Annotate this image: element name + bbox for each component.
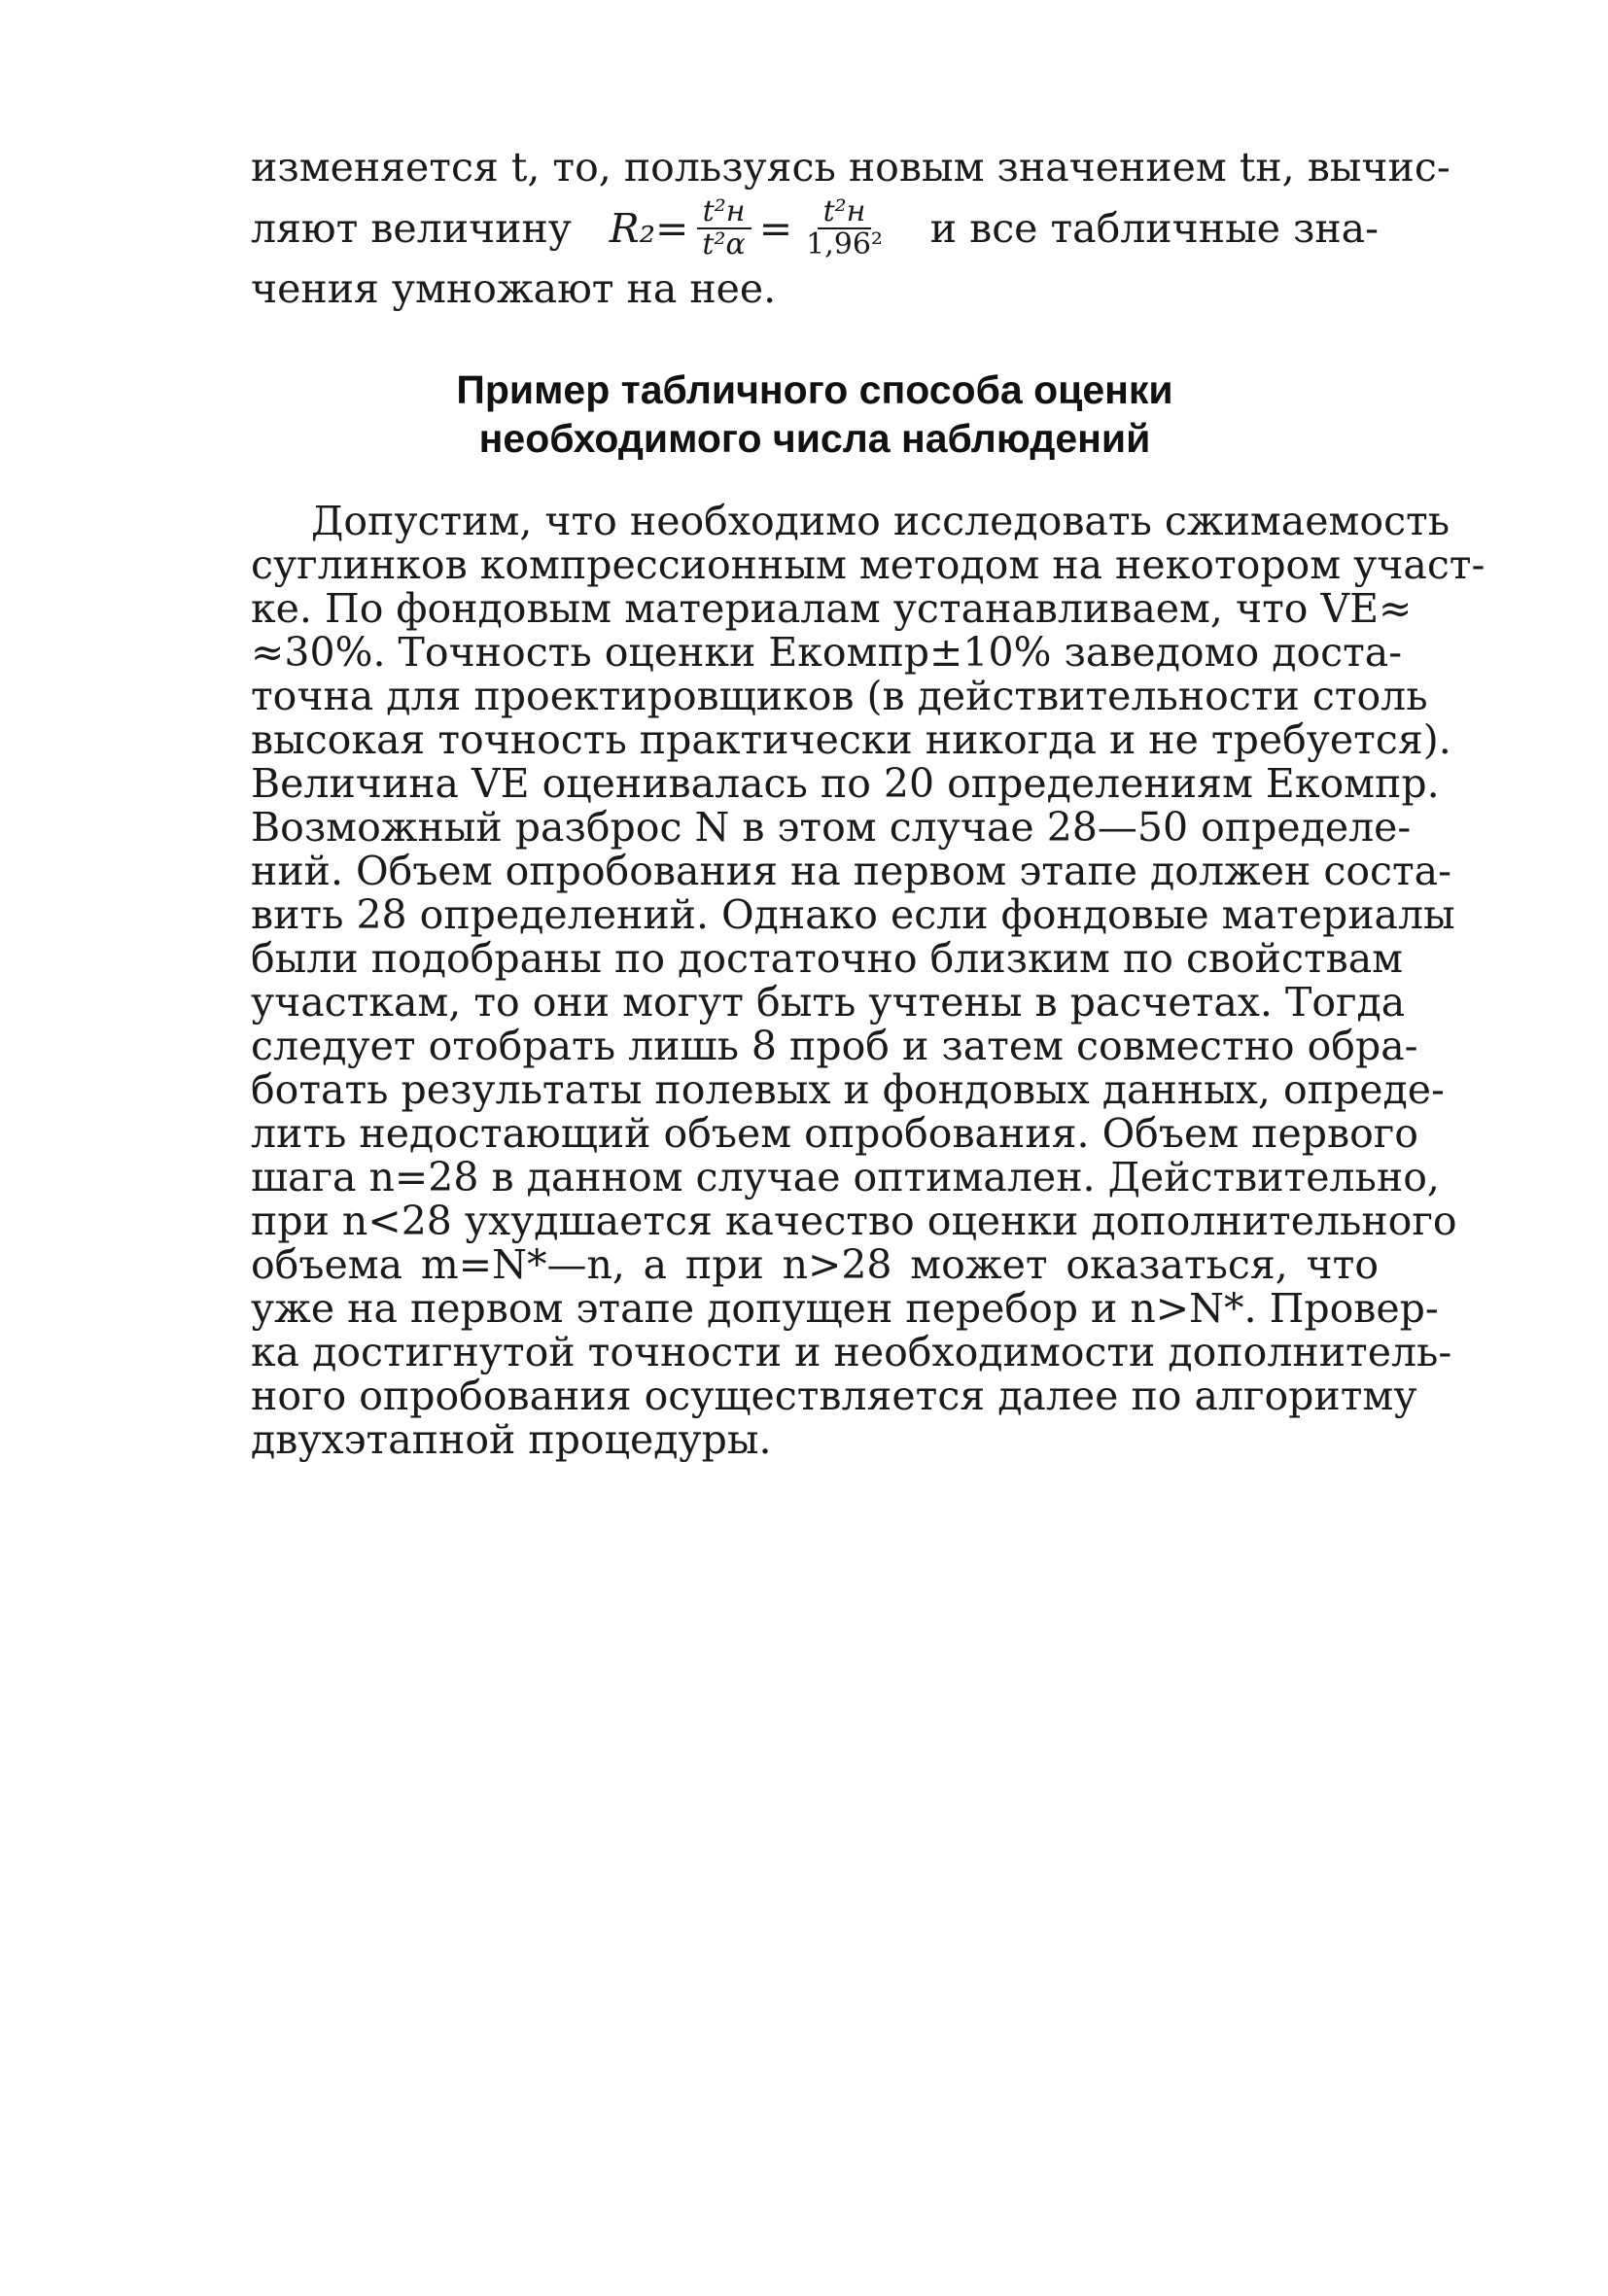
fraction-2-denominator: 1,96² (806, 227, 883, 261)
formula-lhs: R₂= (609, 205, 689, 252)
paragraph-line: уже на первом этапе допущен перебор и n>N*. Провер- (251, 1285, 1439, 1332)
paragraph-line: высокая точность практически никогда и не требуется). (251, 716, 1451, 763)
paragraph-line: суглинков компрессионным методом на некотором участ- (251, 541, 1486, 588)
example-paragraph (251, 498, 1486, 1463)
formula-equals: = (758, 205, 793, 252)
formula-prefix: ляют величину (251, 205, 572, 252)
section-heading (251, 365, 1379, 463)
paragraph-line: были подобраны по достаточно близким по свойствам (251, 935, 1404, 982)
fraction-1-numerator: t²н (697, 196, 752, 229)
fraction-2 (800, 196, 889, 261)
paragraph-line: при n<28 ухудшается качество оценки дополнительного (251, 1198, 1457, 1244)
page-content (251, 144, 1486, 1463)
fraction-1-denominator: t²α (702, 227, 746, 261)
intro-line-3: чения умножают на нее. (251, 265, 777, 312)
fraction-1 (696, 196, 751, 261)
paragraph-line: объема m=N*—n, а при n>28 может оказаться, что (251, 1241, 1379, 1288)
formula-suffix: и все табличные зна- (929, 205, 1379, 252)
fraction-2-numerator: t²н (818, 196, 872, 229)
paragraph-line: ке. По фондовым материалам устанавливаем, что VE≈ (251, 585, 1413, 632)
formula-r2 (610, 196, 892, 261)
formula-line (251, 190, 1379, 267)
paragraph-line: двухэтапной процедуры. (251, 1416, 772, 1463)
paragraph-line: вить 28 определений. Однако если фондовые материалы (251, 891, 1455, 938)
paragraph-line: участкам, то они могут быть учтены в расчетах. Тогда (251, 979, 1406, 1026)
paragraph-line: следует отобрать лишь 8 проб и затем совместно обра- (251, 1023, 1418, 1069)
paragraph-line: ний. Объем опробования на первом этапе должен соста- (251, 848, 1451, 894)
paragraph-line: шага n=28 в данном случае оптимален. Действительно, (251, 1154, 1440, 1200)
paragraph-line: ного опробования осуществляется далее по алгоритму (251, 1373, 1417, 1419)
intro-line-1: изменяется t, то, пользуясь новым значением tн, вычис- (251, 144, 1451, 191)
paragraph-line: Величина VE оценивалась по 20 определениям Eкомпр. (251, 760, 1440, 807)
paragraph-line: ≈30%. Точность оценки Eкомпр±10% заведомо доста- (251, 629, 1403, 676)
paragraph-line: ка достигнутой точности и необходимости дополнитель- (251, 1329, 1452, 1375)
paragraph-line: точна для проектировщиков (в действительности столь (251, 673, 1428, 719)
heading-line-2: необходимого числа наблюдений (478, 416, 1151, 461)
paragraph-line: Допустим, что необходимо исследовать сжимаемость (311, 498, 1451, 544)
paragraph-line: лить недостающий объем опробования. Объем первого (251, 1110, 1418, 1157)
paragraph-line: Возможный разброс N в этом случае 28—50 определе- (251, 804, 1412, 851)
heading-line-1: Пример табличного способа оценки (456, 367, 1173, 412)
paragraph-line: ботать результаты полевых и фондовых данных, опреде- (251, 1066, 1445, 1113)
